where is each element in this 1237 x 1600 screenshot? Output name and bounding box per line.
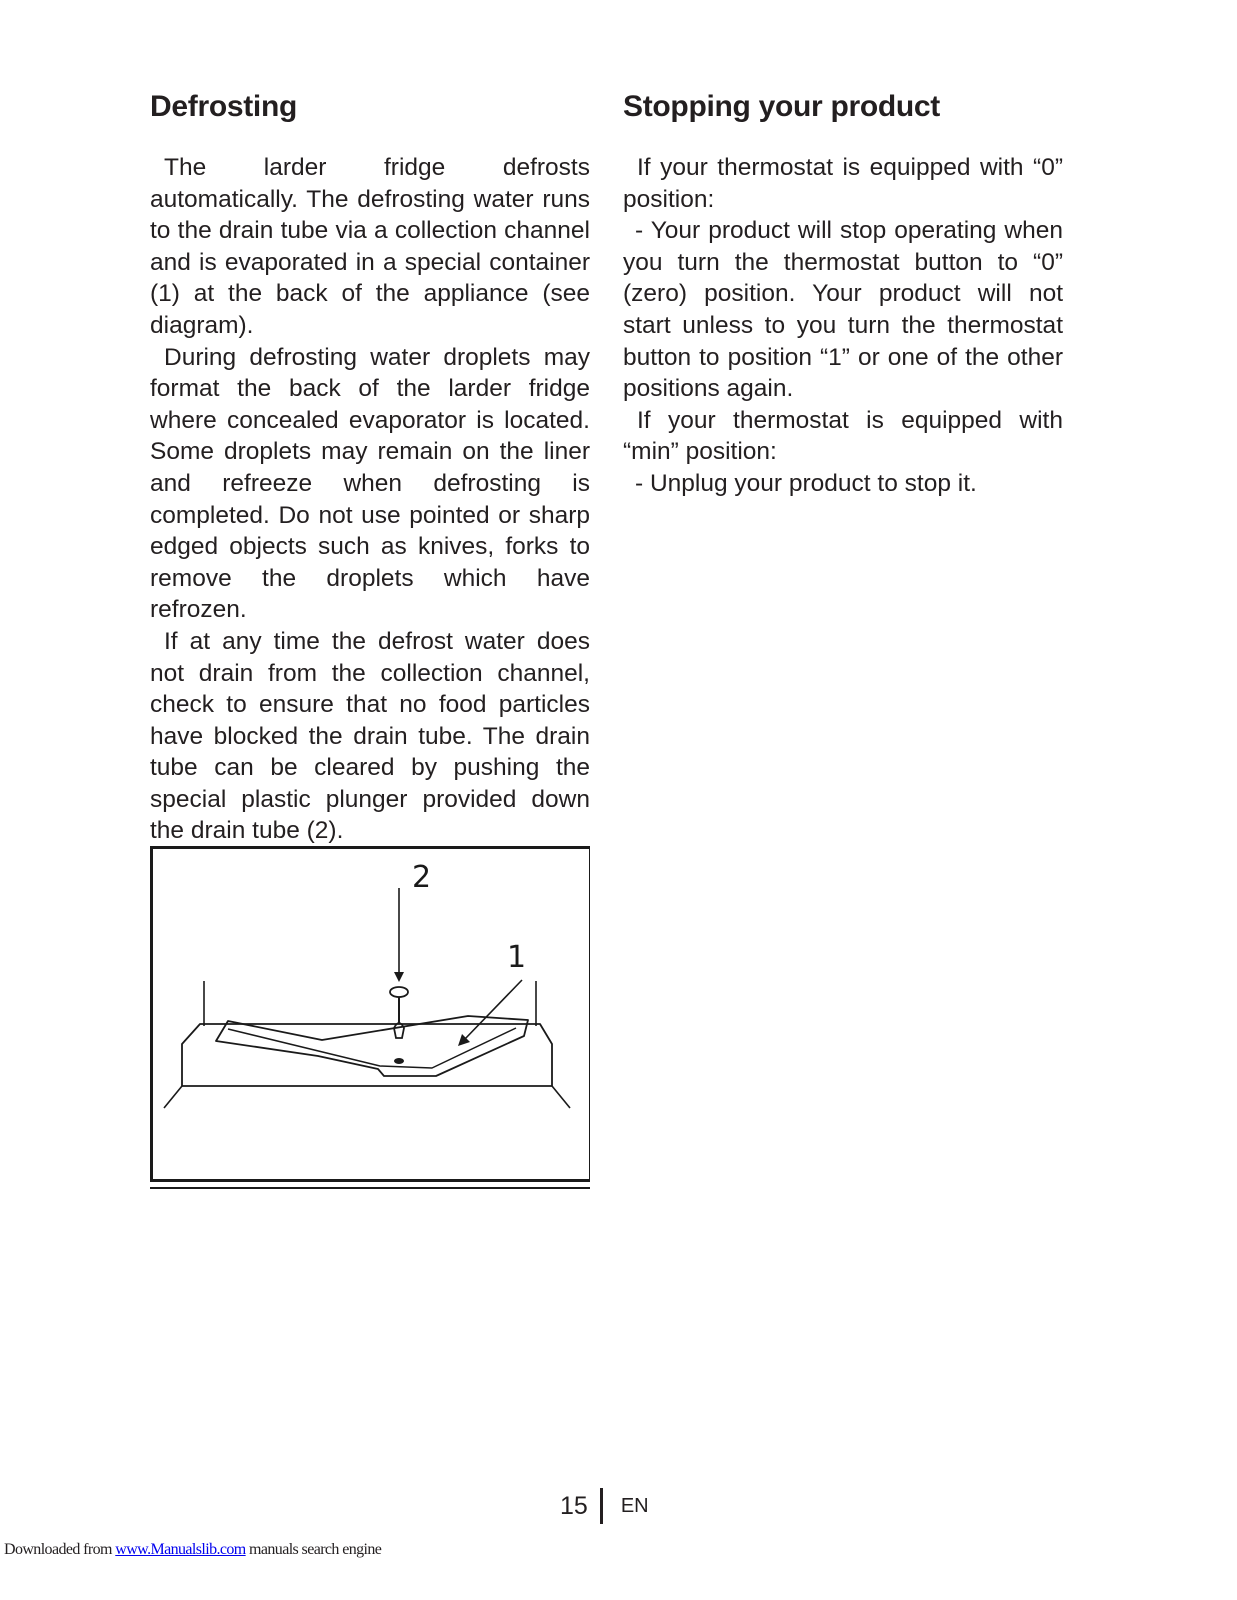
stopping-heading: Stopping your product	[623, 90, 940, 123]
manualslib-link[interactable]: www.Manualslib.com	[115, 1541, 246, 1558]
diagram-frame	[152, 848, 591, 1181]
drain-hole	[394, 1058, 404, 1064]
defrosting-paragraph-1: The larder fridge defrosts automatically. The defrosting water runs to the drain tube via a collection channel and is evaporated in a special container (1) at the back of the appliance (see diagram).	[150, 154, 590, 339]
arrow-1-shaft	[464, 980, 522, 1040]
defrost-diagram-drawing	[150, 846, 590, 1192]
plunger-tip	[394, 1023, 404, 1038]
download-suffix: manuals search engine	[245, 1541, 382, 1558]
plunger-top	[390, 987, 408, 997]
page-footer	[560, 1486, 649, 1526]
download-notice	[4, 1541, 381, 1559]
stopping-paragraph-1: If your thermostat is equipped with “0” position:	[623, 154, 1063, 213]
stopping-paragraph-4: - Unplug your product to stop it.	[635, 469, 977, 497]
collection-channel	[216, 1016, 528, 1076]
defrost-diagram	[150, 846, 590, 1192]
stopping-paragraph-3: If your thermostat is equipped with “min” position:	[623, 406, 1063, 466]
tray-left-leg	[164, 1086, 182, 1108]
tray-right-leg	[552, 1086, 570, 1108]
download-prefix: Downloaded from	[4, 1541, 116, 1558]
footer-divider	[600, 1488, 603, 1524]
language-code: EN	[620, 1495, 649, 1517]
defrosting-paragraph-2: During defrosting water droplets may format the back of the larder fridge where concealed evaporator is located. Some droplets may remain on the liner and refreeze when defrosting is completed. Do not use pointed or sharp edged objects such as knives, forks to remove the droplets which have refrozen.	[150, 343, 590, 624]
label-container: 1	[507, 940, 527, 975]
defrosting-section	[150, 84, 590, 847]
stopping-paragraph-2: - Your product will stop operating when you turn the thermostat button to “0” (zero) position. Your product will not start unless to you turn the thermostat button to position “1” or one of the other positions again.	[623, 217, 1063, 403]
label-drain-tube: 2	[412, 860, 432, 895]
page-number: 15	[560, 1492, 588, 1520]
arrow-2-head	[394, 972, 404, 982]
defrosting-heading: Defrosting	[150, 90, 298, 123]
channel-inner-edge	[228, 1028, 516, 1068]
stopping-section	[623, 84, 1063, 500]
defrosting-paragraph-3: If at any time the defrost water does not drain from the collection channel, check to ensure that no food particles have blocked the drain tube. The drain tube can be cleared by pushing the special plastic plunger provided down the drain tube (2).	[150, 627, 590, 845]
